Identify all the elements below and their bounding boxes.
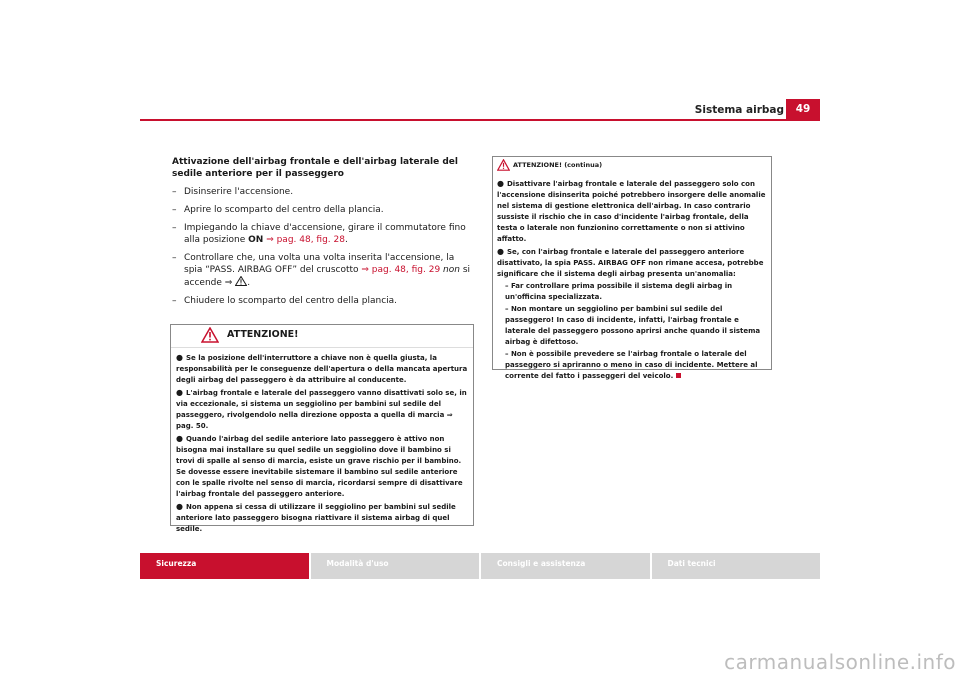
step-item (172, 204, 472, 216)
steps-list (172, 186, 472, 307)
warning-body (171, 348, 473, 535)
step-text: Controllare che, una volta una volta inserita l'accensione, la spia “PASS. AIRBAG OFF” del cruscotto (184, 253, 455, 275)
warning-title: ATTENZIONE! (continua) (513, 161, 603, 169)
dash-marker: – (172, 187, 177, 197)
warning-triangle-icon (497, 159, 510, 171)
warning-item-text: Quando l'airbag del sedile anteriore lato passeggero è attivo non bisogna mai installare su quel sedile un seggiolino dove il bambino si trovi di spalle al senso di marcia, esiste un grave rischio per il bambino. Se dovesse essere inevitabile sistemare il bambino sul sedile anteriore con le spalle rivolte nel senso di marcia, ricordarsi sempre di disattivare l'airbag frontale del passeggero anteriore. (176, 435, 463, 498)
step-item: – Controllare che, una volta una volta inserita l'accensione, la spia “PASS. AIRBAG OFF” del cruscotto ⇒ pag. 48, fig. 29 non si accende ⇒ . (172, 253, 471, 288)
step-end: . (344, 235, 348, 245)
bullet-icon: ● (176, 502, 183, 511)
warning-item (497, 246, 767, 280)
dash-marker: – (172, 296, 177, 306)
warning-item-text: Se la posizione dell'interruttore a chiave non è quella giusta, la responsabilità per le conseguenze dell'apertura o della mancata apertura degli airbag del passeggero è da attribuire al conducente. (176, 354, 468, 384)
page-number: 49 (786, 99, 820, 119)
footer-nav (140, 553, 820, 579)
dash-marker: – (505, 350, 509, 358)
tab-sicurezza[interactable]: Sicurezza (140, 553, 309, 579)
step-item (172, 295, 472, 307)
warning-box-left (170, 324, 474, 533)
warning-item-text: Non appena si cessa di utilizzare il seggiolino per bambini sul sedile anteriore lato passeggero bisogna riattivare il sistema airbag di quel sedile. (176, 503, 456, 533)
bullet-icon: ● (497, 247, 504, 256)
step-text: Aprire lo scomparto del centro della plancia. (184, 205, 384, 215)
header-rule (140, 119, 820, 121)
step-item (172, 186, 472, 198)
warning-box-right (492, 156, 772, 380)
bullet-icon: ● (176, 434, 183, 443)
warning-triangle-icon (235, 276, 247, 286)
step-text: Disinserire l'accensione. (184, 187, 294, 197)
warning-sub-item (497, 304, 767, 348)
step-text: Impiegando la chiave d'accensione, girare il commutatore fino alla posizione (184, 223, 466, 245)
warning-title-row (171, 325, 473, 348)
left-column (172, 156, 472, 313)
page-reference-link[interactable]: ⇒ pag. 48, fig. 28 (263, 235, 345, 245)
warning-item-text: Disattivare l'airbag frontale e laterale del passeggero solo con l'accensione disinserita poiché potrebbero insorgere delle anomalie nel sistema di gestione elettronica dell'airbag. In caso contrario sussiste il rischio che in caso d'incidente l'airbag frontale, della testa o laterale non funzionino correttamente o non si attivino affatto. (497, 180, 766, 243)
tab-modalita-uso[interactable]: Modalità d'uso (311, 553, 480, 579)
dash-marker: – (172, 253, 177, 263)
end-square-icon (676, 373, 681, 378)
warning-item (176, 433, 468, 500)
warning-item-text: Se, con l'airbag frontale e laterale del passeggero anteriore disattivato, la spia PASS. AIRBAG OFF non rimane accesa, potrebbe significare che il sistema degli airbag presenta un'anomalia: (497, 248, 764, 278)
warning-title: ATTENZIONE! (227, 329, 299, 340)
step-italic: non (440, 265, 460, 275)
tab-consigli-assistenza[interactable]: Consigli e assistenza (481, 553, 650, 579)
step-bold: ON (248, 235, 264, 245)
bullet-icon: ● (176, 388, 183, 397)
warning-item-text: L'airbag frontale e laterale del passeggero vanno disattivati solo se, in via eccezionale, si sistema un seggiolino per bambini sul sedile del passeggero, rivolgendolo nella direzione opposta a quella di marcia ⇒ pag. 50. (176, 389, 467, 430)
warning-sub-item-text: Far controllare prima possibile il sistema degli airbag in un'officina specializzata. (505, 282, 733, 301)
step-end: si accende ⇒ (184, 265, 471, 288)
section-heading: Attivazione dell'airbag frontale e dell'airbag laterale del sedile anteriore per il passeggero (172, 157, 458, 179)
step-item (172, 222, 472, 246)
warning-item (176, 352, 468, 386)
warning-sub-item (497, 281, 767, 303)
tab-dati-tecnici[interactable]: Dati tecnici (652, 553, 821, 579)
warning-item (176, 387, 468, 432)
watermark: carmanualsonline.info (724, 650, 956, 674)
bullet-icon: ● (176, 353, 183, 362)
dash-marker: – (505, 305, 509, 313)
step-text: Chiudere lo scomparto del centro della plancia. (184, 296, 398, 306)
dash-marker: – (172, 205, 177, 215)
bullet-icon: ● (497, 179, 504, 188)
page-header-title: Sistema airbag (694, 104, 784, 116)
warning-sub-item-text: Non montare un seggiolino per bambini sul sedile del passeggero! In caso di incidente, infatti, l'airbag frontale e laterale del passeggero possono aprirsi anche quando il sistema airbag è difettoso. (505, 305, 761, 346)
warning-title-row (493, 157, 771, 173)
dash-marker: – (505, 282, 509, 290)
page-reference-link[interactable]: ⇒ pag. 48, fig. 29 (361, 265, 441, 275)
warning-body (493, 173, 771, 382)
warning-item (176, 501, 468, 535)
dash-marker: – (172, 223, 177, 233)
warning-item (497, 178, 767, 245)
warning-sub-item (497, 349, 767, 382)
warning-sub-item-text: Non è possibile prevedere se l'airbag frontale o laterale del passeggero si apriranno o meno in caso di incidente. Mettere al corrente del fatto i passeggeri del veicolo. (505, 350, 758, 380)
warning-triangle-icon (201, 327, 219, 343)
